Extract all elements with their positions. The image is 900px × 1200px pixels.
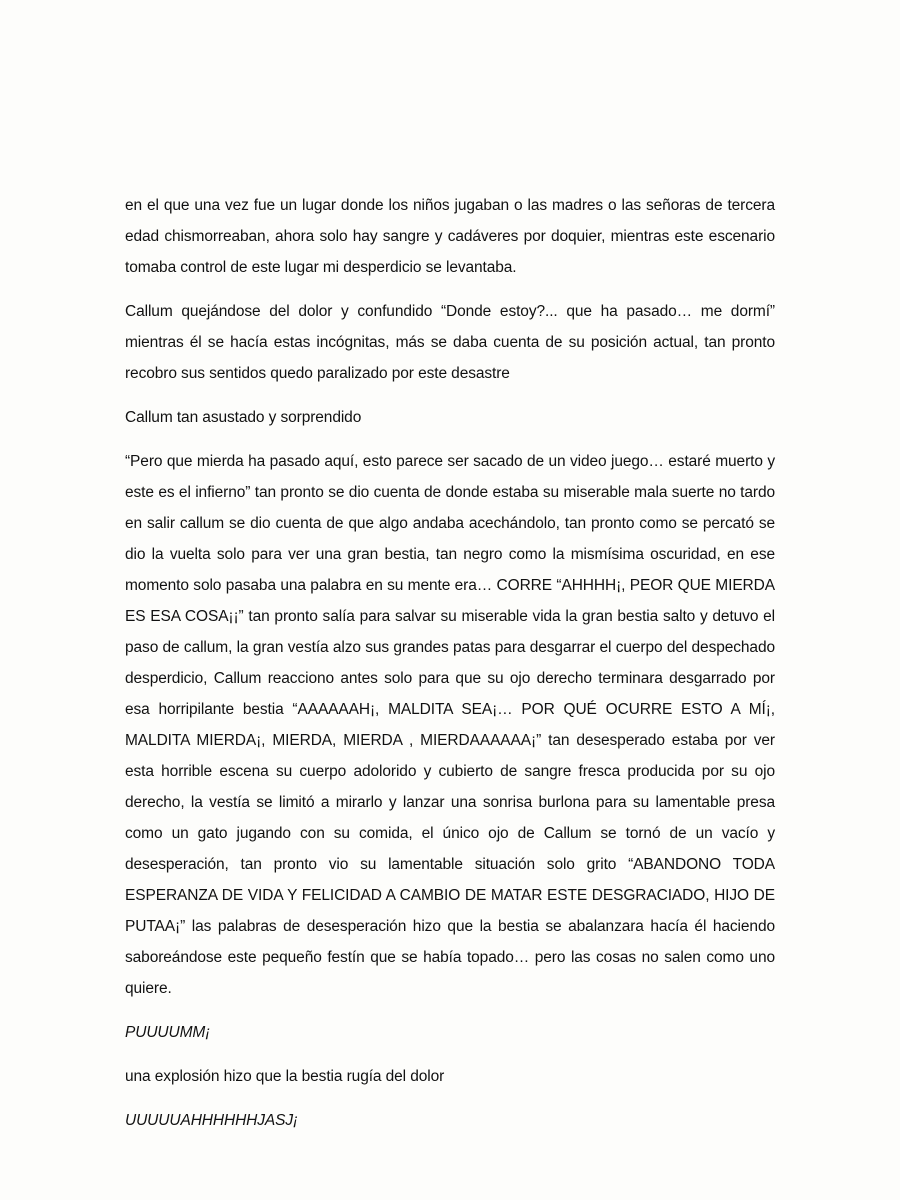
sound-effect-explosion: PUUUUMM¡ [125,1024,211,1041]
document-body [125,190,775,1149]
paragraph-explosion: una explosión hizo que la bestia rugía del dolor [125,1068,445,1085]
paragraph-beast-attack: “Pero que mierda ha pasado aquí, esto parece ser sacado de un video juego… estaré muerto y este es el infierno” tan pronto se dio cuenta de donde estaba su miserable mala suerte no tardo en salir callum se dio cuenta de que algo andaba acechándolo, tan pronto como se percató se dio la vuelta solo para ver una gran bestia, tan negro como la mismísima oscuridad, en ese momento solo pasaba una palabra en su mente era… CORRE “AHHHH¡, PEOR QUE MIERDA ES ESA COSA¡¡” tan pronto salía para salvar su miserable vida la gran bestia salto y detuvo el paso de callum, la gran vestía alzo sus grandes patas para desgarrar el cuerpo del despechado desperdicio, Callum reacciono antes solo para que su ojo derecho terminara desgarrado por esa horripilante bestia “AAAAAAH¡, MALDITA SEA¡… POR QUÉ OCURRE ESTO A MÍ¡, MALDITA MIERDA¡, MIERDA, MIERDA , MIERDAAAAAA¡” tan desesperado estaba por ver esta horrible escena su cuerpo adolorido y cubierto de sangre fresca producida por su ojo derecho, la vestía se limitó a mirarlo y lanzar una sonrisa burlona para su lamentable presa como un gato jugando con su comida, el único ojo de Callum se tornó de un vacío y desesperación, tan pronto vio su lamentable situación solo grito “ABANDONO TODA ESPERANZA DE VIDA Y FELICIDAD A CAMBIO DE MATAR ESTE DESGRACIADO, HIJO DE PUTAA¡” las palabras de desesperación hizo que la bestia se abalanzara hacía él haciendo saboreándose este pequeño festín que se había topado… pero las cosas no salen como uno quiere. [125,453,775,997]
sound-effect-roar: UUUUUAHHHHHHJASJ¡ [125,1112,299,1129]
paragraph-callum-wakes: Callum quejándose del dolor y confundido “Donde estoy?... que ha pasado… me dormí” mientras él se hacía estas incógnitas, más se daba cuenta de su posición actual, tan pronto recobro sus sentidos quedo paralizado por este desastre [125,303,775,382]
paragraph-opening: en el que una vez fue un lugar donde los niños jugaban o las madres o las señoras de tercera edad chismorreaban, ahora solo hay sangre y cadáveres por doquier, mientras este escenario tomaba control de este lugar mi desperdicio se levantaba. [125,197,775,276]
paragraph-callum-scared: Callum tan asustado y sorprendido [125,409,362,426]
